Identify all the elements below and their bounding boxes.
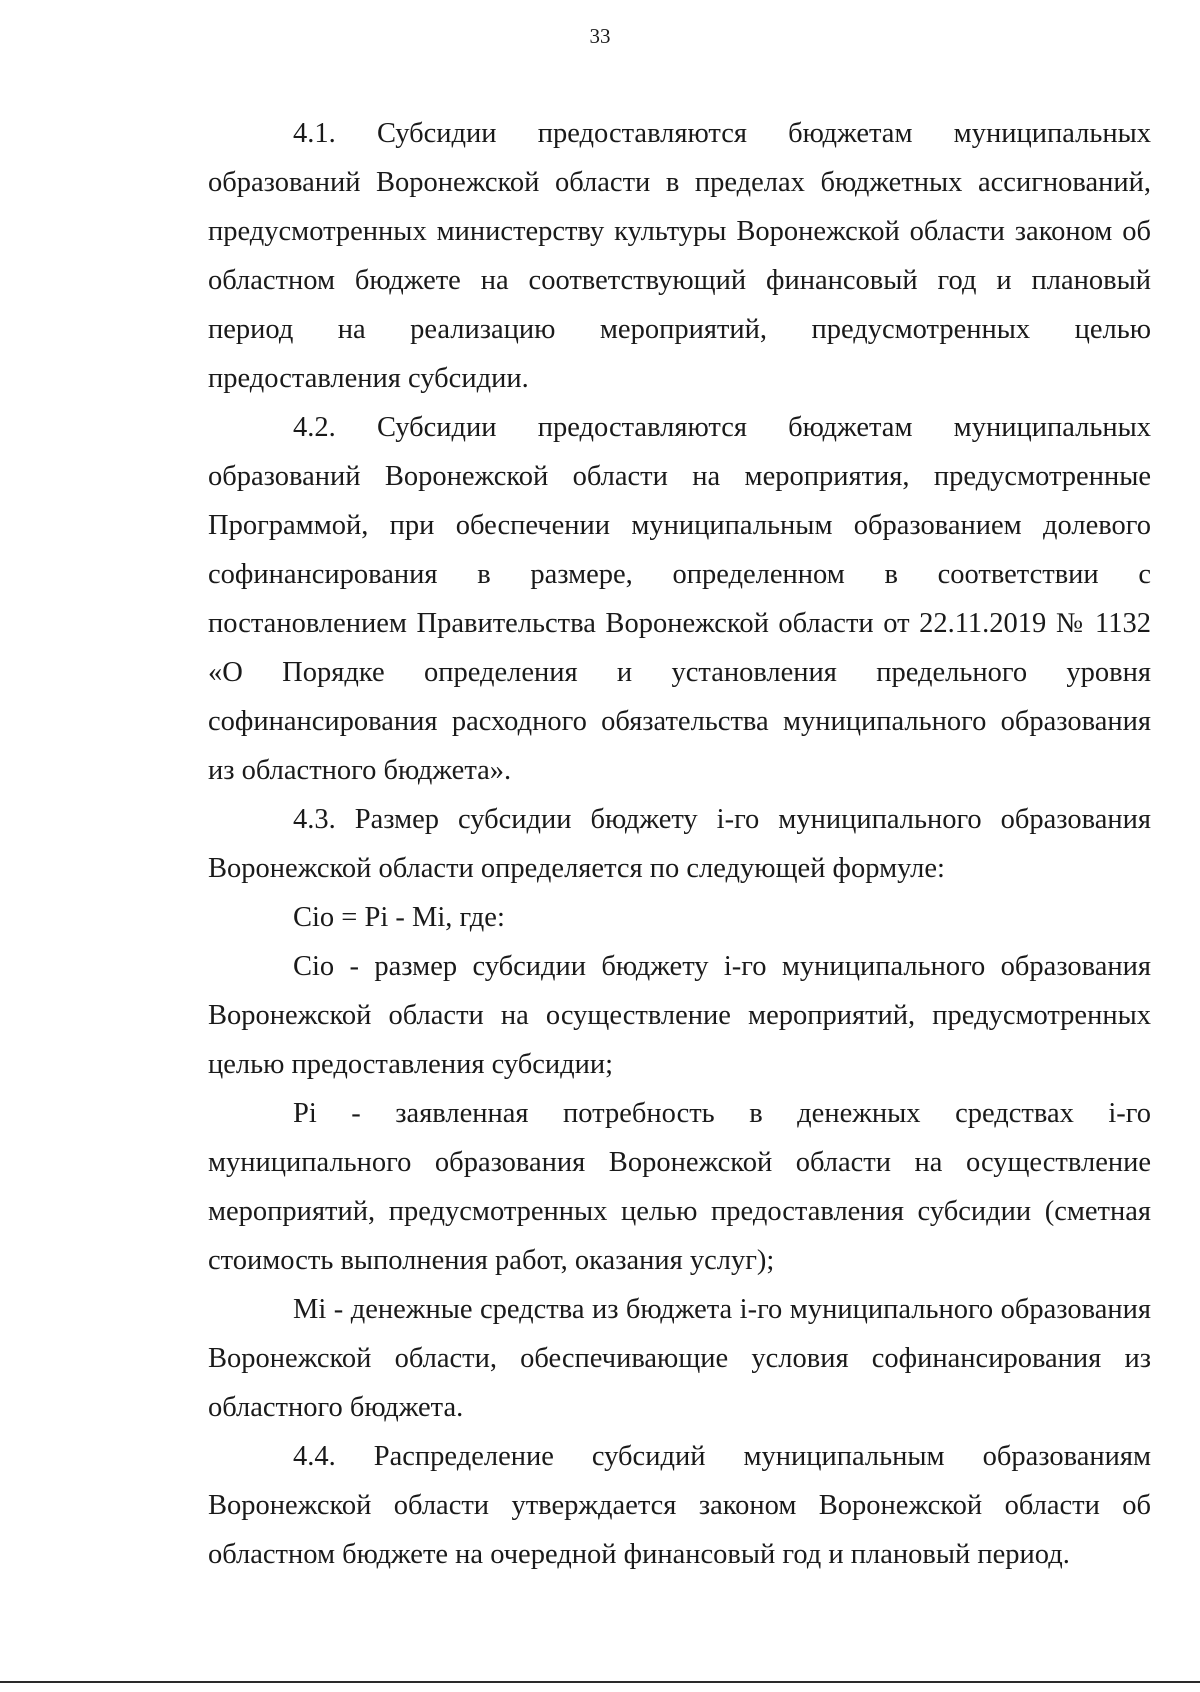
definition-pi: Pi - заявленная потребность в денежных средствах i-го муниципального образования Воронежской области на осуществление мероприятий, предусмотренных целью предоставления субсидии (сметная стоимость выполнения работ, оказания услуг); [208,1098,1151,1276]
page-number: 33 [589,24,611,48]
document-body [208,109,1151,1579]
paragraph-4-1: 4.1. Субсидии предоставляются бюджетам муниципальных образований Воронежской области в пределах бюджетных ассигнований, предусмотренных министерству культуры Воронежской области законом об областном бюджете на соответствующий финансовый год и плановый период на реализацию мероприятий, предусмотренных целью предоставления субсидии. [208,118,1151,394]
definition-cio: Сiо - размер субсидии бюджету i-го муниципального образования Воронежской области на осуществление мероприятий, предусмотренных целью предоставления субсидии; [208,951,1151,1080]
bottom-divider [0,1681,1200,1683]
paragraph-4-3: 4.3. Размер субсидии бюджету i-го муниципального образования Воронежской области определяется по следующей формуле: [208,804,1151,884]
formula: Сiо = Pi - Mi, где: [293,902,505,933]
paragraph-4-4: 4.4. Распределение субсидий муниципальным образованиям Воронежской области утверждается законом Воронежской области об областном бюджете на очередной финансовый год и плановый период. [208,1441,1151,1570]
definition-mi: Mi - денежные средства из бюджета i-го муниципального образования Воронежской области, обеспечивающие условия софинансирования из областного бюджета. [208,1294,1151,1423]
paragraph-4-2: 4.2. Субсидии предоставляются бюджетам муниципальных образований Воронежской области на мероприятия, предусмотренные Программой, при обеспечении муниципальным образованием долевого софинансирования в размере, определенном в соответствии с постановлением Правительства Воронежской области от 22.11.2019 № 1132 «О Порядке определения и установления предельного уровня софинансирования расходного обязательства муниципального образования из областного бюджета». [208,412,1151,786]
